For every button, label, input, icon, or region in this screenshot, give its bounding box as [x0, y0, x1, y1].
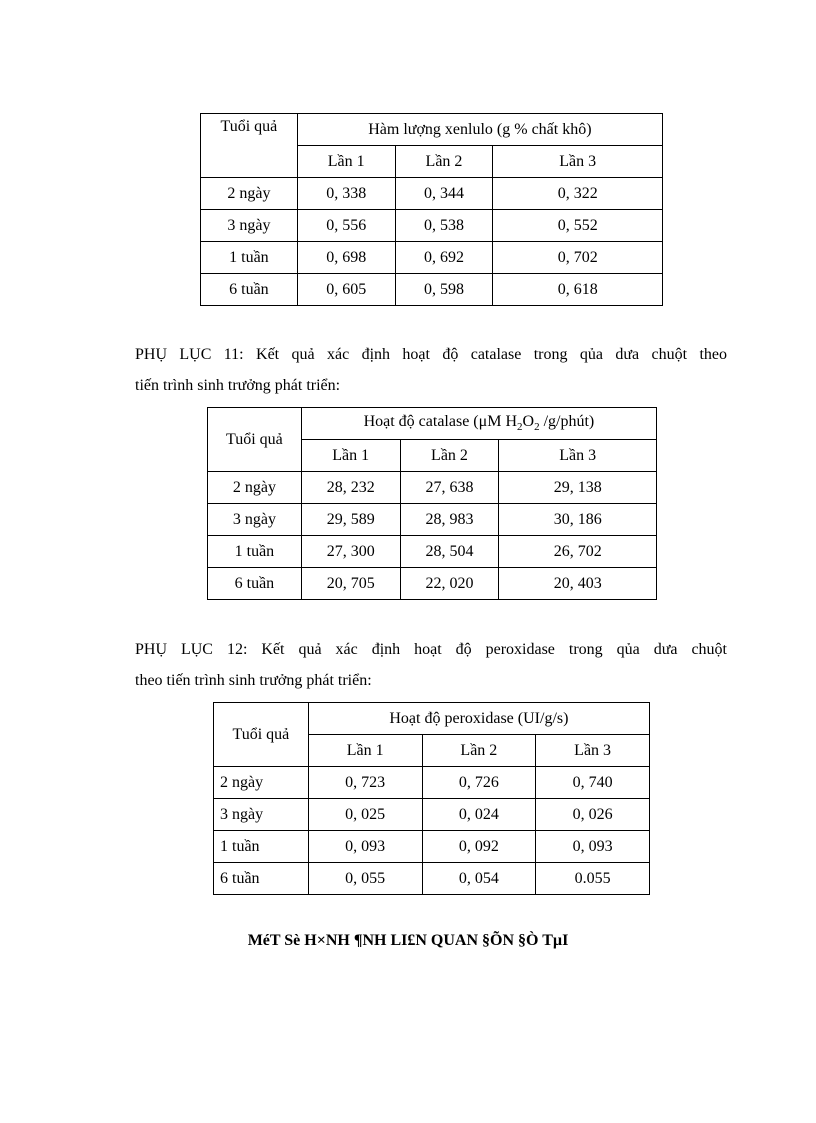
table-cell: 0, 702 [493, 242, 663, 274]
table-cell: 0, 538 [395, 210, 493, 242]
column-header: Lần 2 [395, 146, 493, 178]
appendix-12-caption: PHỤ LỤC 12: Kết quả xác định hoạt độ peroxidase trong qủa dưa chuột theo tiến trình sinh trưởng phát triển: [135, 641, 727, 689]
table-row [201, 210, 663, 242]
row-label: 6 tuần [208, 568, 302, 600]
table-cell: 0, 726 [422, 767, 536, 799]
column-header: Lần 1 [301, 440, 400, 472]
row-label: 3 ngày [208, 504, 302, 536]
table-row [214, 863, 650, 895]
table-cell: 0.055 [536, 863, 650, 895]
column-header: Lần 3 [499, 440, 657, 472]
table-corner-header: Tuổi quả [214, 703, 309, 767]
table-row [214, 799, 650, 831]
peroxidase-table [213, 702, 650, 895]
table-cell: 0, 055 [308, 863, 422, 895]
table-cell: 0, 093 [308, 831, 422, 863]
row-label: 3 ngày [201, 210, 298, 242]
table-row [214, 831, 650, 863]
table-cell: 20, 705 [301, 568, 400, 600]
column-header: Lần 1 [297, 146, 395, 178]
column-header: Lần 3 [536, 735, 650, 767]
table-cell: 0, 093 [536, 831, 650, 863]
row-label: 3 ngày [214, 799, 309, 831]
table-cell: 0, 552 [493, 210, 663, 242]
table-row [208, 472, 657, 504]
table-cell: 27, 300 [301, 536, 400, 568]
row-label: 1 tuần [214, 831, 309, 863]
table-row [208, 536, 657, 568]
table-row [214, 767, 650, 799]
table-corner-header: Tuổi quả [208, 408, 302, 472]
section-heading: MéT Sè H×NH ¶NH LI£N QUAN §ÕN §Ò TµI [247, 932, 569, 949]
table-cell: 0, 692 [395, 242, 493, 274]
table-cell: 0, 605 [297, 274, 395, 306]
table-cell: 0, 698 [297, 242, 395, 274]
table-cell: 0, 344 [395, 178, 493, 210]
table-cell: 29, 589 [301, 504, 400, 536]
table-cell: 0, 024 [422, 799, 536, 831]
table-cell: 29, 138 [499, 472, 657, 504]
column-header: Lần 2 [422, 735, 536, 767]
column-header: Lần 1 [308, 735, 422, 767]
appendix-11-caption: PHỤ LỤC 11: Kết quả xác định hoạt độ catalase trong qủa dưa chuột theo tiến trình sinh trưởng phát triển: [135, 346, 727, 394]
table-cell: 28, 504 [400, 536, 499, 568]
column-header: Lần 3 [493, 146, 663, 178]
xenlulo-table [200, 113, 663, 306]
table-cell: 26, 702 [499, 536, 657, 568]
row-label: 1 tuần [201, 242, 298, 274]
table-row [201, 274, 663, 306]
table-cell: 0, 723 [308, 767, 422, 799]
table-cell: 0, 092 [422, 831, 536, 863]
table-cell: 0, 322 [493, 178, 663, 210]
row-label: 2 ngày [214, 767, 309, 799]
table-group-header: Hoạt độ catalase (μM $H_2O_2$ /g/phút) [301, 408, 656, 440]
table-corner-header: Tuổi quả [201, 114, 298, 178]
table-row [201, 178, 663, 210]
table-cell: 0, 025 [308, 799, 422, 831]
row-label: 2 ngày [201, 178, 298, 210]
table-cell: 0, 740 [536, 767, 650, 799]
table-cell: 28, 232 [301, 472, 400, 504]
row-label: 6 tuần [201, 274, 298, 306]
table-cell: 0, 338 [297, 178, 395, 210]
table-cell: 27, 638 [400, 472, 499, 504]
table-cell: 0, 054 [422, 863, 536, 895]
row-label: 1 tuần [208, 536, 302, 568]
table-cell: 0, 598 [395, 274, 493, 306]
table-cell: 22, 020 [400, 568, 499, 600]
table-cell: 28, 983 [400, 504, 499, 536]
table-cell: 0, 618 [493, 274, 663, 306]
table-row [208, 568, 657, 600]
table-row [201, 242, 663, 274]
table-group-header: Hàm lượng xenlulo (g % chất khô) [297, 114, 662, 146]
row-label: 2 ngày [208, 472, 302, 504]
table-cell: 0, 556 [297, 210, 395, 242]
table-cell: 0, 026 [536, 799, 650, 831]
table-cell: 30, 186 [499, 504, 657, 536]
row-label: 6 tuần [214, 863, 309, 895]
table-row [208, 504, 657, 536]
table-cell: 20, 403 [499, 568, 657, 600]
column-header: Lần 2 [400, 440, 499, 472]
catalase-table [207, 407, 657, 600]
table-group-header: Hoạt độ peroxidase (UI/g/s) [308, 703, 649, 735]
